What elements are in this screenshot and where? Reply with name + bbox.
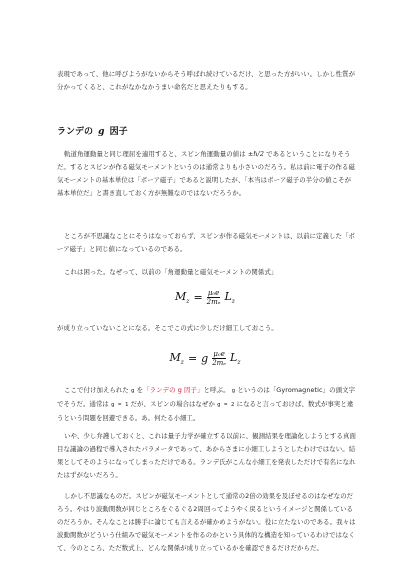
equation-2 <box>0 350 410 367</box>
paragraph-1 <box>57 148 357 200</box>
paragraph-4 <box>57 322 357 335</box>
eq2-rhs-sub: z <box>237 359 241 367</box>
eq1-denominator: 2mₑ <box>206 298 221 306</box>
p5-g-symbol-2: g <box>231 388 236 394</box>
eq1-fraction <box>207 289 221 306</box>
p1-text-a: 軌道角運動量と同じ理屈を適用すると、スピン角運動量の値は <box>64 150 246 158</box>
p5-text-b: を <box>136 386 144 394</box>
p5-text-d: というのは「Gyromagnetic」の頭文字でそうだ。通常は <box>57 386 356 408</box>
eq1-lhs: M <box>175 289 187 303</box>
p4-text: が成り立っていないことになる。そこでこの式に少しだけ細工しておこう。 <box>57 324 278 332</box>
heading-prefix: ランデの <box>57 127 94 137</box>
paragraph-6 <box>57 430 357 482</box>
eq2-denominator: 2mₑ <box>212 359 227 367</box>
eq1-rhs-sub: z <box>231 298 235 306</box>
lande-g-factor-term: 「ランデの g 因子」 <box>143 386 204 394</box>
p5-g-equals-2: g = 2 <box>217 402 235 408</box>
p5-text-c: と呼ぶ。 <box>203 386 230 394</box>
p7-text: しかし不思議なものだ。スピンが磁気モーメントとして通常の2倍の効果を及ぼせるのはなぜなのだろう。やはり波動関数が同じところをぐるぐる2周回ってようやく戻るというイメージと関係しているのだろうか。そんなことは勝手に論じても言えるが確かめようがない。役に立たないのである。我々は波動関数がどういう仕組みで磁気モーメントを作るのかという具体的な構造を知っているわけではなくて、今のところ、ただ数式上、どんな関係が成り立っているかを確認できるだけだからだ。 <box>57 492 356 552</box>
equation-1 <box>0 289 410 306</box>
p3-text: これは困った。なぜって、以前の「角運動量と磁気モーメントの関係式」 <box>64 268 278 276</box>
paragraph-2 <box>57 230 357 256</box>
p5-text-a: ここで付け加えられた <box>64 386 129 394</box>
eq2-g: g <box>201 352 209 365</box>
eq2-lhs: M <box>169 350 181 364</box>
heading-suffix: 因子 <box>109 127 128 137</box>
eq1-lhs-sub: z <box>186 298 190 306</box>
p5-g-symbol-1: g <box>131 388 135 394</box>
intro-paragraph <box>57 68 357 94</box>
p1-text-b: であるということになりそうだ。するとスピンが作る磁気モーメントというのは通常よりも小さいのだろう。私は前に電子の作る磁気モーメントの基本単位は「ボーア磁子」であると説明したが、「本当はボーア磁子の半分の値こそが基本単位だ」と書き直しておく方が無難なのではないだろうか。 <box>57 150 355 197</box>
p1-value: ±ℏ/2 <box>247 150 264 158</box>
p5-text-e: だが、スピンの場合はなぜか <box>130 400 215 408</box>
p6-text: いや、少し弁護しておくと、これは量子力学が確立する以前に、観測結果を理論化しようとする真面目な議論の過程で導入されたパラメータであって、あからさまに小細工しようとしたわけではない。結果としてそのようになってしまっただけである。ランデ氏がこんな小細工を発表しただけで有名になれたはずがないだろう。 <box>57 432 356 479</box>
eq2-fraction <box>212 350 226 367</box>
heading-g-symbol: g <box>98 127 105 137</box>
paragraph-3 <box>57 266 357 279</box>
paragraph-5 <box>57 384 357 425</box>
eq1-equals: = <box>193 291 203 304</box>
eq2-numerator: μ₀e <box>213 350 225 358</box>
eq1-rhs: L <box>224 289 232 303</box>
eq2-rhs: L <box>230 350 238 364</box>
p5-text-f: になると言っておけば、数式が事実と違うという問題を回避できる。あ。何たる小細工。 <box>57 400 354 422</box>
intro-text: 表現であって、他に呼びようがないからそう呼ばれ続けているだけ、と思った方がいい。しかし性質が分かってくると、これがなかなかうまい命名だと思えたりもする。 <box>57 70 356 91</box>
eq2-lhs-sub: z <box>180 359 184 367</box>
eq1-numerator: μ₀e <box>207 289 220 297</box>
eq2-equals: = <box>187 352 198 365</box>
p5-g-equals-1: g = 1 <box>111 402 129 408</box>
paragraph-7 <box>57 490 357 555</box>
section-heading <box>57 124 128 137</box>
p2-text: ところが不思議なことにそうはなっておらず、スピンが作る磁気モーメントは、以前に定義した「ボーア磁子」と同じ値になっているのである。 <box>57 232 355 253</box>
